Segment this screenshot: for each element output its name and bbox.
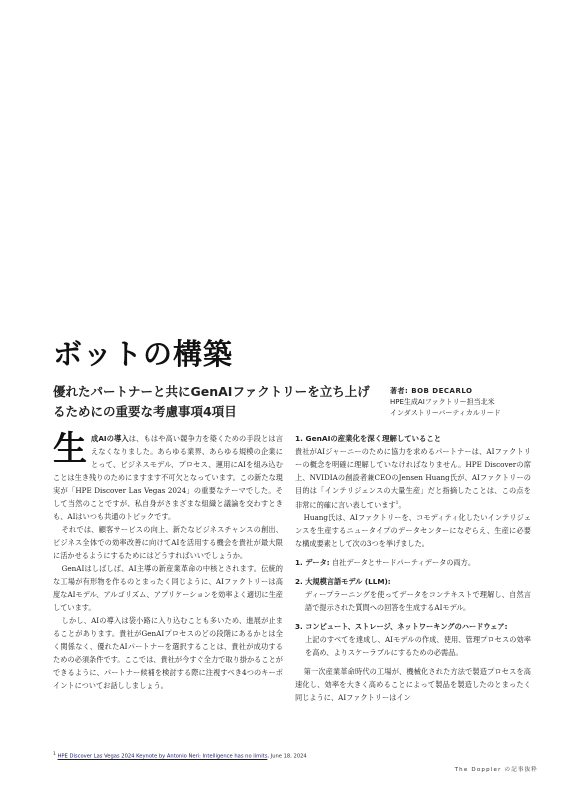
page-title: ボットの構築 bbox=[53, 337, 234, 371]
intro-text: は、もはや高い競争力を築くための手段とは言えなくなりました。あらゆる業界、あらゆる規模の企業にとって、ビジネスモデル、プロセス、運用にAIを組み込むことは生き残りのためにますます不可欠となっています。この新たな現実が「HPE Discover Las Vegas 2024」の重要なテーマでした。そして当然のことですが、私自身がさまざまな組織と議論を交わすときも、AIはいつも共通のトピックです。 bbox=[53, 434, 283, 521]
list-item-text: 上記のすべてを達成し、AIモデルの作成、使用、管理プロセスの効率を高め、よりスケーラブルにするための必需品。 bbox=[305, 635, 531, 658]
footnote-link[interactable]: HPE Discover Las Vegas 2024 Keynote by Antonio Neri: Intelligence has no limits bbox=[57, 753, 268, 760]
section-heading: 1. GenAIの産業化を深く理解していること bbox=[295, 434, 442, 443]
list-item-label: 2. 大規模言語モデル (LLM): bbox=[295, 577, 391, 587]
author-block bbox=[390, 386, 540, 419]
left-column bbox=[53, 429, 283, 692]
list-item-text: ディープラーニングを使ってデータをコンテキストで理解し、自然言語で提示された質問への回答を生成するAIモデル。 bbox=[305, 590, 531, 613]
author-role-2: インダストリーバーティカルリード bbox=[390, 409, 501, 417]
author-role: HPE生成AIファクトリー担当北米 bbox=[390, 398, 495, 406]
footnote-ref[interactable]: 1 bbox=[395, 501, 399, 506]
body-paragraph: しかし、AIの導入は袋小路に入り込むことも多いため、進展が止まることがあります。貴社がGenAIプロセスのどの段階にあるかとは全く関係なく、優れたAIパートナーを選択することは、貴社が成功するための必須条件です。ここでは、貴社が今すぐ全力で取り掛かることができるように、パートナー候補を検討する際に注視すべき4つのキーポイントについてお話ししましょう。 bbox=[53, 616, 283, 690]
page-subtitle: 優れたパートナーと共にGenAIファクトリーを立ち上げるためにの重要な考慮事項4項目 bbox=[53, 384, 370, 419]
footnote-date: , June 18, 2024 bbox=[267, 753, 307, 760]
footer-brand: The Doppler の記事抜粋 bbox=[454, 767, 538, 773]
section-paragraph bbox=[295, 445, 531, 511]
list-item bbox=[295, 620, 531, 659]
closing-paragraph: 第一次産業革命時代の工場が、機械化された方法で製造プロセスを高速化し、効率を大きく高めることによって製品を製造したのとまったく同じように、AIファクトリーはイン bbox=[295, 667, 531, 703]
section-text: 貴社がAIジャーニーのために協力を求めるパートナーは、AIファクトリーの概念を明確に理解していなければなりません。HPE Discoverの席上、NVIDIAの創設者兼CEOのJensen Huang氏が、AIファクトリーの目的は「インテリジェンスの大量生産」だと指摘したことは、この点を非常に的確に言い表しています bbox=[295, 447, 531, 510]
drop-cap: 生 bbox=[53, 429, 87, 469]
lead-in: 成AIの導入 bbox=[91, 434, 129, 443]
section-text-end: 。 bbox=[398, 500, 406, 510]
list-item-label: 3. コンピュート、ストレージ、ネットワーキングのハードウェア: bbox=[295, 622, 508, 632]
author-name: 著者: BOB DECARLO bbox=[390, 387, 473, 395]
list-item-text: 自社データとサードパーティデータの両方。 bbox=[331, 558, 476, 568]
footnote-marker: 1 bbox=[53, 752, 56, 757]
section-paragraph: Huang氏は、AIファクトリーを、コモディティ化したいインテリジェンスを生産するニュータイプのデータセンターになぞらえ、生産に必要な構成要素として次の3つを挙げました。 bbox=[295, 513, 531, 549]
list-item bbox=[295, 556, 531, 569]
body-paragraph: それでは、顧客サービスの向上、新たなビジネスチャンスの創出、ビジネス全体での効率改善に向けてAIを活用する機会を貴社が最大限に活かせるようにするためにはどうすればいいでしょうか。 bbox=[53, 525, 283, 560]
intro-paragraph bbox=[53, 429, 283, 523]
body-paragraph: GenAIはしばしば、AI主導の新産業革命の中核とされます。伝統的な工場が有形物を作るのとまったく同じように、AIファクトリーは高度なAIモデル、アルゴリズム、アプリケーションを効率よく適切に生産しています。 bbox=[53, 564, 283, 612]
list-item-label: 1. データ: bbox=[295, 558, 330, 568]
right-column bbox=[295, 432, 531, 704]
footnote bbox=[53, 752, 307, 760]
list-item bbox=[295, 575, 531, 614]
